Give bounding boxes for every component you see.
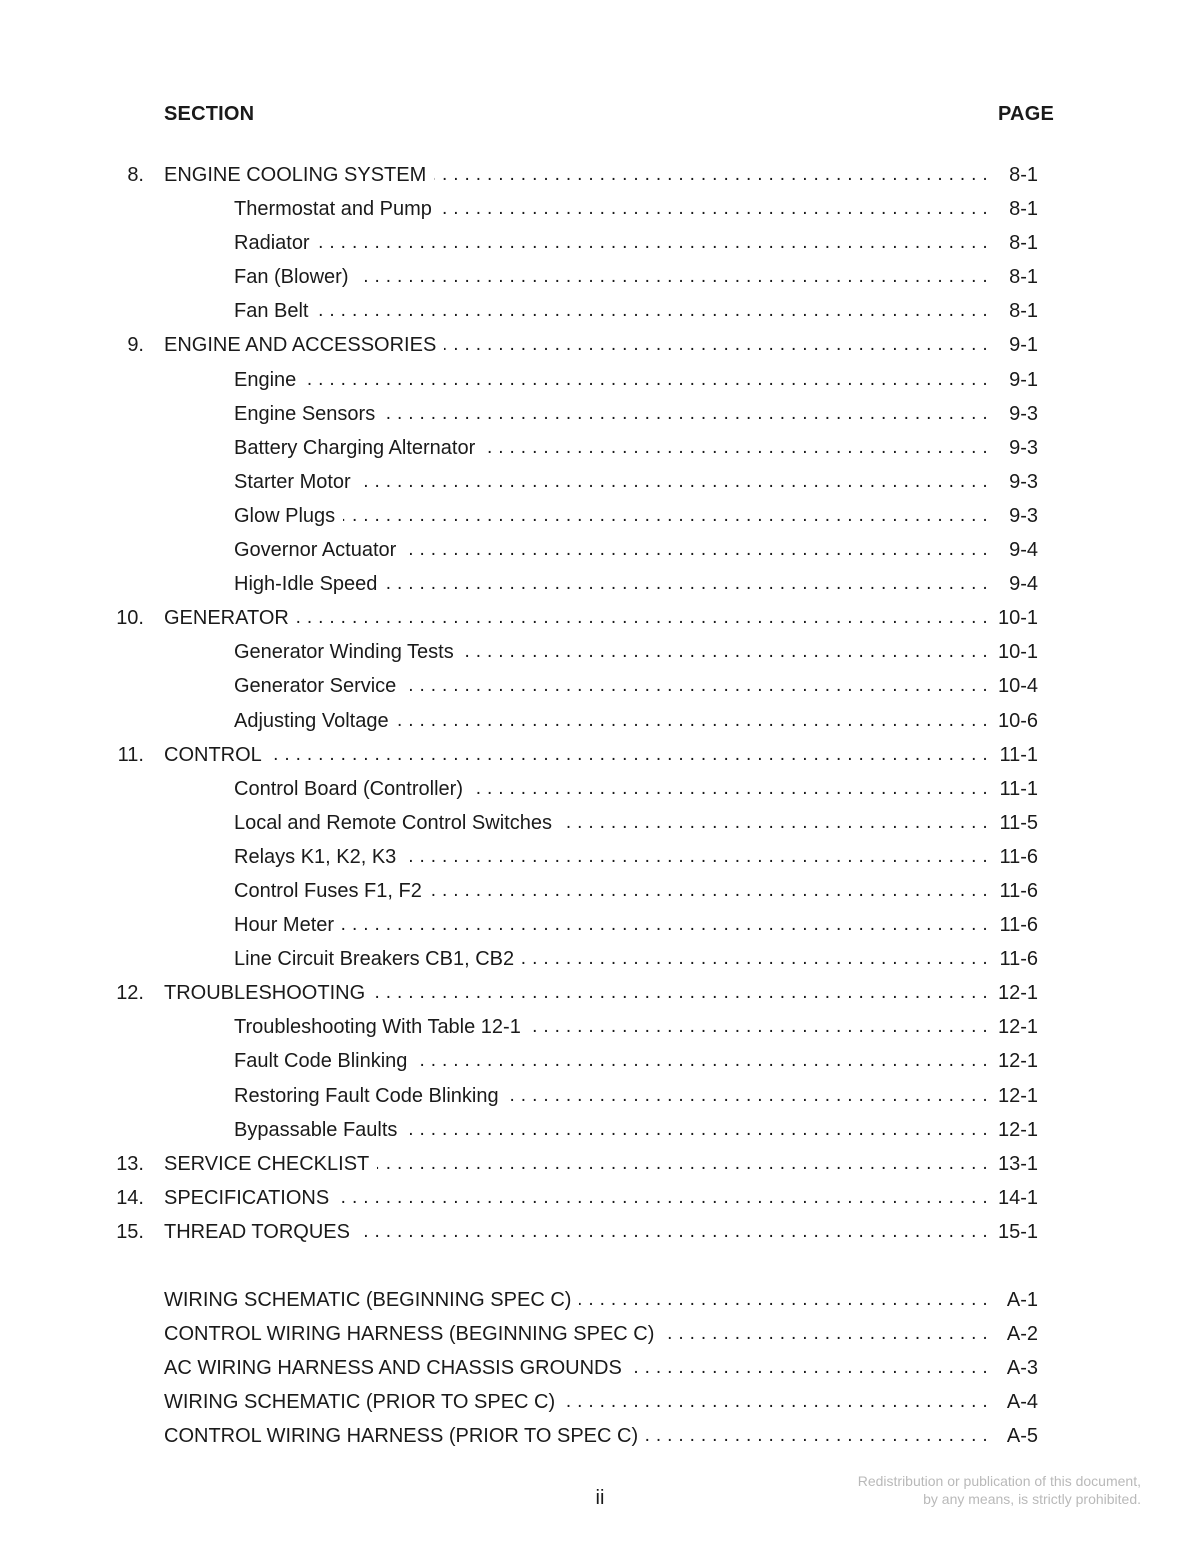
toc-entry-title: Troubleshooting With Table 12-1 — [234, 1016, 529, 1038]
toc-entry-leader — [234, 942, 988, 976]
toc-entry-page: 14-1 — [997, 1186, 1038, 1209]
toc-entry-title: CONTROL WIRING HARNESS (PRIOR TO SPEC C) — [164, 1425, 646, 1447]
toc-entry-page: 10-1 — [997, 607, 1038, 630]
toc-entry-title: Engine Sensors — [234, 403, 383, 425]
toc-entry — [0, 601, 1200, 635]
toc-entry-title: Control Fuses F1, F2 — [234, 880, 430, 902]
toc-entry-page: 8-1 — [1009, 164, 1038, 186]
toc-entry-page: 11-5 — [999, 811, 1038, 834]
toc-entry — [0, 908, 1200, 942]
toc-entry-leader — [234, 874, 988, 908]
toc-entry-title: Engine — [234, 369, 304, 391]
toc-entry-leader — [234, 397, 988, 431]
toc-entry-page: 12-1 — [997, 1016, 1038, 1039]
toc-entry — [0, 1079, 1200, 1113]
toc-entry-page: A-4 — [1006, 1391, 1038, 1414]
toc-entry — [0, 1215, 1200, 1249]
toc-entry — [0, 192, 1200, 226]
toc-entry — [0, 942, 1200, 976]
toc-entry-page: 10-6 — [997, 709, 1038, 732]
toc-entry-leader — [234, 772, 988, 806]
toc-entry-leader — [164, 328, 988, 362]
toc-entry — [0, 806, 1200, 840]
toc-entry-title: THREAD TORQUES — [164, 1221, 358, 1243]
toc-entry-title: WIRING SCHEMATIC (BEGINNING SPEC C) — [164, 1289, 579, 1311]
toc-entry-title: Line Circuit Breakers CB1, CB2 — [234, 948, 522, 970]
toc-entry-leader — [234, 226, 988, 260]
toc-entry — [0, 499, 1200, 533]
toc-entry — [0, 738, 1200, 772]
toc-entry-title: Generator Service — [234, 675, 404, 697]
toc-entry-page: 11-1 — [999, 743, 1038, 766]
toc-entry-title: Fan (Blower) — [234, 266, 356, 288]
toc-entry-title: Radiator — [234, 232, 318, 254]
toc-entry-title: Local and Remote Control Switches — [234, 812, 560, 834]
toc-entry-leader — [234, 260, 988, 294]
toc-entry — [0, 1385, 1200, 1419]
toc-entry-leader — [164, 1283, 988, 1317]
toc-entry-title: Governor Actuator — [234, 539, 404, 561]
toc-entry-title: GENERATOR — [164, 607, 297, 629]
toc-entry-leader — [234, 499, 988, 533]
toc-entry-title: CONTROL — [164, 744, 270, 766]
toc-entry-page: 11-6 — [999, 914, 1038, 937]
toc-entry-number: 12. — [116, 982, 144, 1005]
toc-entry-title: Bypassable Faults — [234, 1119, 405, 1141]
toc-entry-number: 11. — [117, 743, 144, 766]
toc-entry-leader — [234, 840, 988, 874]
toc-entry-title: Adjusting Voltage — [234, 710, 397, 732]
toc-entry-page: A-3 — [1006, 1357, 1038, 1380]
toc-entry — [0, 1113, 1200, 1147]
toc-entry-title: Restoring Fault Code Blinking — [234, 1085, 507, 1107]
toc-entry — [0, 772, 1200, 806]
toc-entry-page: 9-3 — [1009, 504, 1038, 527]
toc-entry-leader — [234, 431, 988, 465]
toc-entry-leader — [234, 465, 988, 499]
toc-entry-number: 14. — [116, 1186, 144, 1209]
toc-entry — [0, 976, 1200, 1010]
toc-entry-title: Thermostat and Pump — [234, 198, 440, 220]
toc-entry-page: 9-1 — [1009, 368, 1038, 391]
toc-entry-title: Battery Charging Alternator — [234, 437, 483, 459]
toc-entry-leader — [164, 738, 988, 772]
toc-entry — [0, 226, 1200, 260]
toc-entry-page: A-5 — [1006, 1425, 1038, 1448]
toc-entry — [0, 294, 1200, 328]
toc-entry-leader — [234, 192, 988, 226]
toc-entry — [0, 567, 1200, 601]
toc-entry-leader — [164, 1317, 988, 1351]
toc-entry — [0, 840, 1200, 874]
toc-entry-page: 12-1 — [997, 1118, 1038, 1141]
toc-entry — [0, 635, 1200, 669]
toc-entry-page: 9-1 — [1009, 334, 1038, 357]
toc-entry-title: WIRING SCHEMATIC (PRIOR TO SPEC C) — [164, 1391, 563, 1413]
toc-entry-page: 8-1 — [1009, 300, 1038, 323]
toc-entry-leader — [164, 976, 988, 1010]
toc-entry-page: 9-3 — [1009, 436, 1038, 459]
toc-entry-page: 10-4 — [997, 675, 1038, 698]
toc-entry-leader — [234, 908, 988, 942]
redistribution-notice — [858, 1472, 1141, 1508]
toc-entry-title: ENGINE COOLING SYSTEM — [164, 164, 434, 186]
toc-entry-leader — [234, 669, 988, 703]
toc-entry-page: 12-1 — [997, 982, 1038, 1005]
toc-entry-leader — [234, 635, 988, 669]
toc-entry-title: CONTROL WIRING HARNESS (BEGINNING SPEC C) — [164, 1323, 662, 1345]
toc-entry-leader — [164, 158, 988, 192]
toc-entry — [0, 1419, 1200, 1453]
toc-entry-leader — [234, 294, 988, 328]
toc-entry-title: AC WIRING HARNESS AND CHASSIS GROUNDS — [164, 1357, 630, 1379]
toc-entry — [0, 704, 1200, 738]
toc-entry-page: 9-4 — [1009, 573, 1038, 596]
toc-entry-leader — [234, 1044, 988, 1078]
toc-entry-title: Fan Belt — [234, 300, 316, 322]
toc-entry-title: ENGINE AND ACCESSORIES — [164, 334, 444, 356]
toc-entry-number: 13. — [116, 1152, 144, 1175]
toc-entry-title: High-Idle Speed — [234, 573, 385, 595]
table-of-contents — [0, 158, 1200, 1453]
toc-entry-number: 10. — [116, 607, 144, 630]
toc-entry-leader — [164, 601, 988, 635]
toc-entry — [0, 158, 1200, 192]
toc-entry — [0, 1351, 1200, 1385]
toc-entry-leader — [234, 1079, 988, 1113]
toc-entry-page: 8-1 — [1009, 232, 1038, 255]
toc-entry-leader — [234, 704, 988, 738]
toc-entry-title: Control Board (Controller) — [234, 778, 471, 800]
toc-entry-page: 9-4 — [1009, 539, 1038, 562]
toc-entry — [0, 1283, 1200, 1317]
toc-entry-page: 9-3 — [1009, 402, 1038, 425]
toc-entry-title: SPECIFICATIONS — [164, 1187, 337, 1209]
page-number: ii — [595, 1487, 605, 1509]
toc-entry — [0, 1044, 1200, 1078]
toc-entry-leader — [164, 1147, 988, 1181]
toc-entry — [0, 874, 1200, 908]
section-column-heading: SECTION — [164, 103, 255, 125]
toc-entry-leader — [234, 567, 988, 601]
toc-entry-page: 8-1 — [1009, 266, 1038, 289]
toc-entry-page: 8-1 — [1009, 198, 1038, 221]
toc-entry-title: SERVICE CHECKLIST — [164, 1153, 377, 1175]
toc-entry-page: 12-1 — [997, 1050, 1038, 1073]
toc-entry-title: TROUBLESHOOTING — [164, 982, 373, 1004]
toc-entry — [0, 1181, 1200, 1215]
toc-entry-title: Relays K1, K2, K3 — [234, 846, 404, 868]
toc-entry-leader — [164, 1215, 988, 1249]
toc-entry-page: 15-1 — [997, 1220, 1038, 1243]
toc-entry-leader — [234, 1010, 988, 1044]
toc-entry-leader — [164, 1385, 988, 1419]
toc-entry-page: 11-6 — [999, 879, 1038, 902]
toc-entry-page: 13-1 — [997, 1152, 1038, 1175]
toc-entry-title: Hour Meter — [234, 914, 342, 936]
toc-entry-page: 9-3 — [1009, 470, 1038, 493]
notice-line-2: by any means, is strictly prohibited. — [923, 1491, 1141, 1507]
toc-entry-title: Starter Motor — [234, 471, 359, 493]
toc-entry-leader — [234, 806, 988, 840]
toc-entry — [0, 1147, 1200, 1181]
toc-entry — [0, 328, 1200, 362]
toc-entry — [0, 533, 1200, 567]
toc-entry-page: 11-1 — [999, 777, 1038, 800]
notice-line-1: Redistribution or publication of this document, — [857, 1473, 1141, 1489]
toc-entry — [0, 431, 1200, 465]
toc-entry-title: Generator Winding Tests — [234, 641, 462, 663]
toc-entry-leader — [164, 1351, 988, 1385]
toc-entry-leader — [164, 1419, 988, 1453]
toc-entry — [0, 397, 1200, 431]
toc-entry-page: A-2 — [1006, 1323, 1038, 1346]
toc-entry-title: Fault Code Blinking — [234, 1050, 415, 1072]
toc-entry-number: 9. — [127, 334, 144, 357]
toc-entry-page: A-1 — [1006, 1289, 1038, 1311]
toc-entry-title: Glow Plugs — [234, 505, 343, 527]
page-column-heading: PAGE — [998, 103, 1054, 125]
toc-entry-leader — [234, 533, 988, 567]
toc-entry — [0, 1010, 1200, 1044]
toc-entry — [0, 363, 1200, 397]
toc-entry-page: 10-1 — [997, 641, 1038, 664]
toc-entry-leader — [234, 1113, 988, 1147]
toc-entry-leader — [234, 363, 988, 397]
toc-entry — [0, 1317, 1200, 1351]
toc-entry-page: 11-6 — [999, 845, 1038, 868]
toc-entry-page: 12-1 — [997, 1084, 1038, 1107]
toc-entry-number: 15. — [116, 1220, 144, 1243]
toc-entry-page: 11-6 — [999, 948, 1038, 971]
toc-entry — [0, 465, 1200, 499]
toc-entry-leader — [164, 1181, 988, 1215]
toc-entry — [0, 260, 1200, 294]
toc-entry — [0, 669, 1200, 703]
toc-entry-number: 8. — [127, 164, 144, 186]
